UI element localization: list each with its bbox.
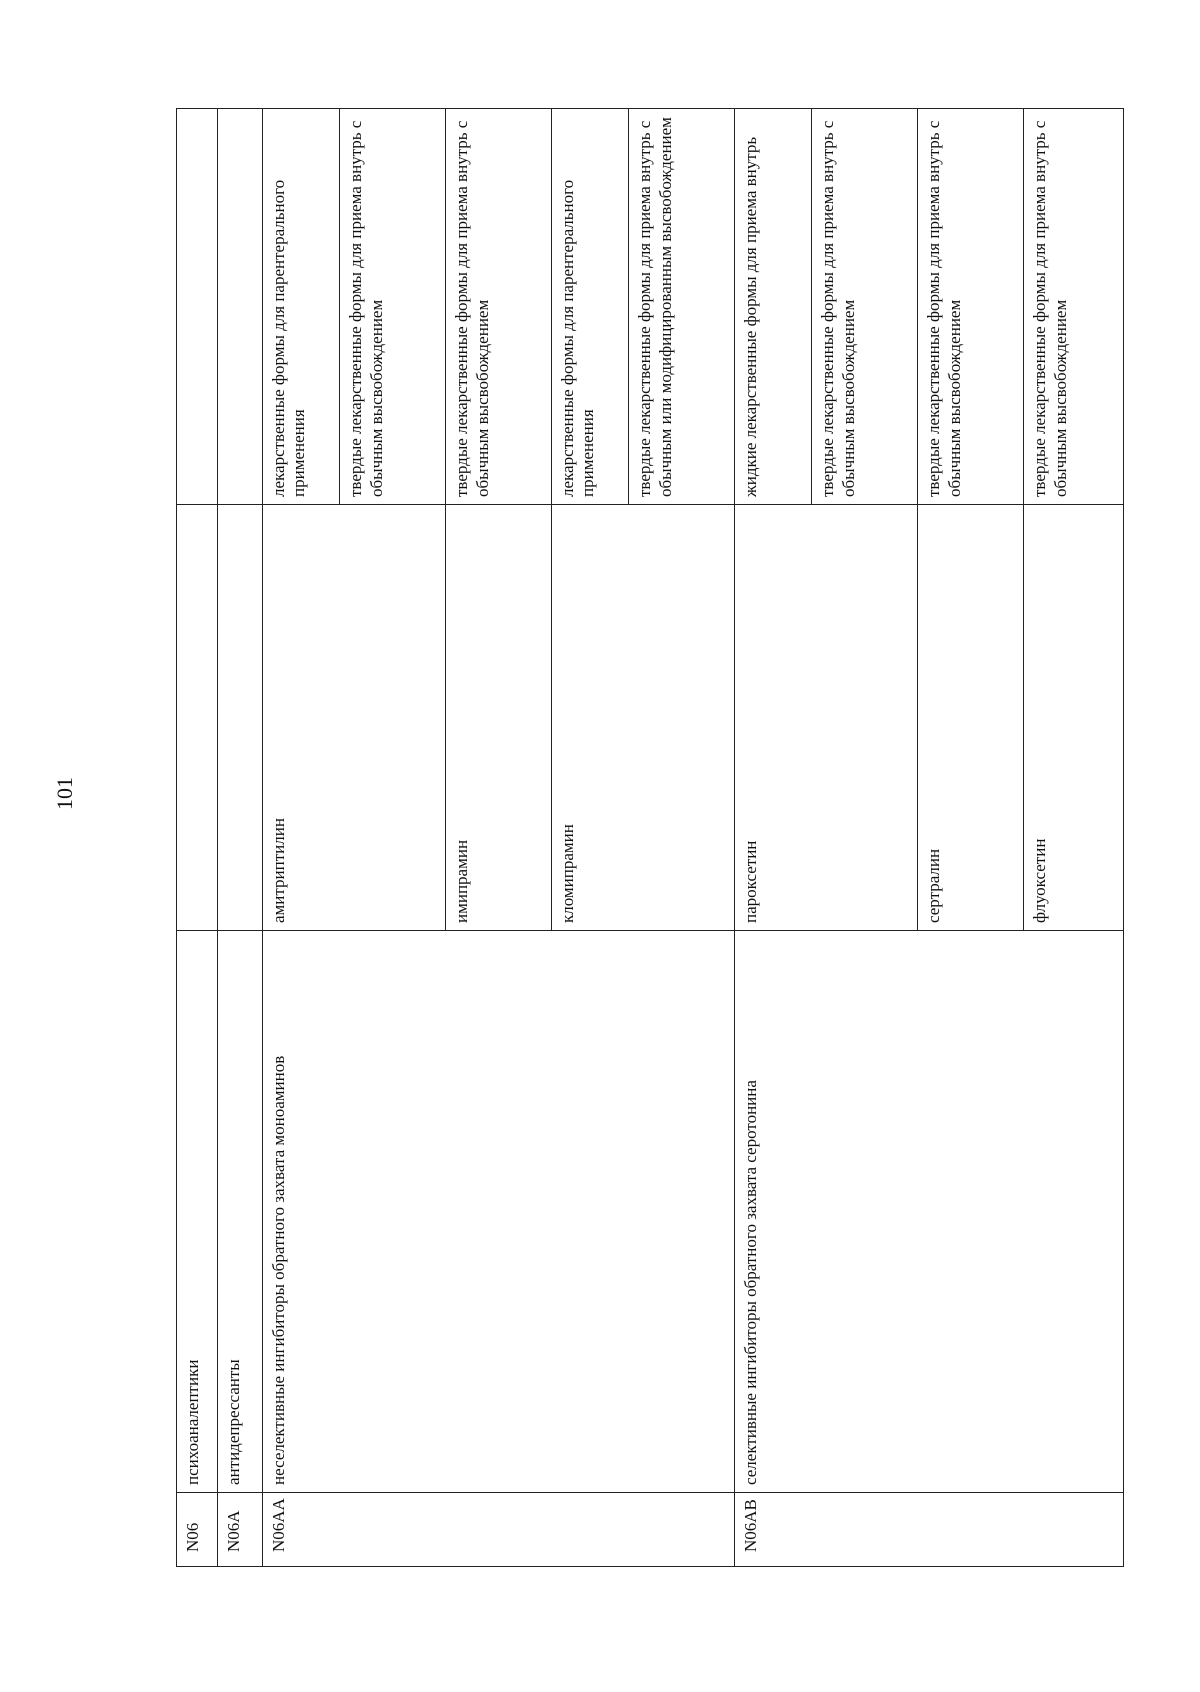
dosage-form-cell: твердые лекарственные формы для приема внутрь с обычным высвобождением: [812, 109, 918, 505]
dosage-form-cell: лекарственные формы для парентерального применения: [551, 109, 628, 505]
dosage-form-cell: твердые лекарственные формы для приема внутрь с обычным высвобождением: [445, 109, 551, 505]
drug-name-cell: флуоксетин: [1024, 505, 1124, 931]
drug-table: [176, 108, 1124, 1567]
group-name-cell: селективные ингибиторы обратного захвата серотонина: [734, 931, 1123, 1493]
dosage-form-cell: твердые лекарственные формы для приема внутрь с обычным высвобождением: [918, 109, 1024, 505]
page-number: 101: [52, 777, 77, 810]
dosage-form-cell: твердые лекарственные формы для приема внутрь с обычным высвобождением: [1024, 109, 1124, 505]
drug-name-cell: пароксетин: [734, 505, 917, 931]
atc-code-cell: N06AB: [734, 1493, 1123, 1567]
drug-table-container: [176, 109, 1124, 1567]
drug-name-cell: [177, 505, 218, 931]
dosage-form-cell: лекарственные формы для парентерального применения: [262, 109, 339, 505]
table-row: [734, 109, 811, 1567]
dosage-form-cell: [177, 109, 218, 505]
table-row: [177, 109, 218, 1567]
group-name-cell: антидепрессанты: [217, 931, 262, 1493]
atc-code-cell: N06AA: [262, 1493, 734, 1567]
table-row: [262, 109, 339, 1567]
group-name-cell: психоаналептики: [177, 931, 218, 1493]
atc-code-cell: N06: [177, 1493, 218, 1567]
table-row: [217, 109, 262, 1567]
group-name-cell: неселективные ингибиторы обратного захвата моноаминов: [262, 931, 734, 1493]
dosage-form-cell: [217, 109, 262, 505]
drug-name-cell: амитриптилин: [262, 505, 445, 931]
drug-name-cell: [217, 505, 262, 931]
drug-name-cell: кломипрамин: [551, 505, 734, 931]
dosage-form-cell: твердые лекарственные формы для приема внутрь с обычным или модифицированным высвобождением: [629, 109, 735, 505]
atc-code-cell: N06A: [217, 1493, 262, 1567]
dosage-form-cell: жидкие лекарственные формы для приема внутрь: [734, 109, 811, 505]
drug-name-cell: сертралин: [918, 505, 1024, 931]
drug-name-cell: имипрамин: [445, 505, 551, 931]
dosage-form-cell: твердые лекарственные формы для приема внутрь с обычным высвобождением: [339, 109, 445, 505]
